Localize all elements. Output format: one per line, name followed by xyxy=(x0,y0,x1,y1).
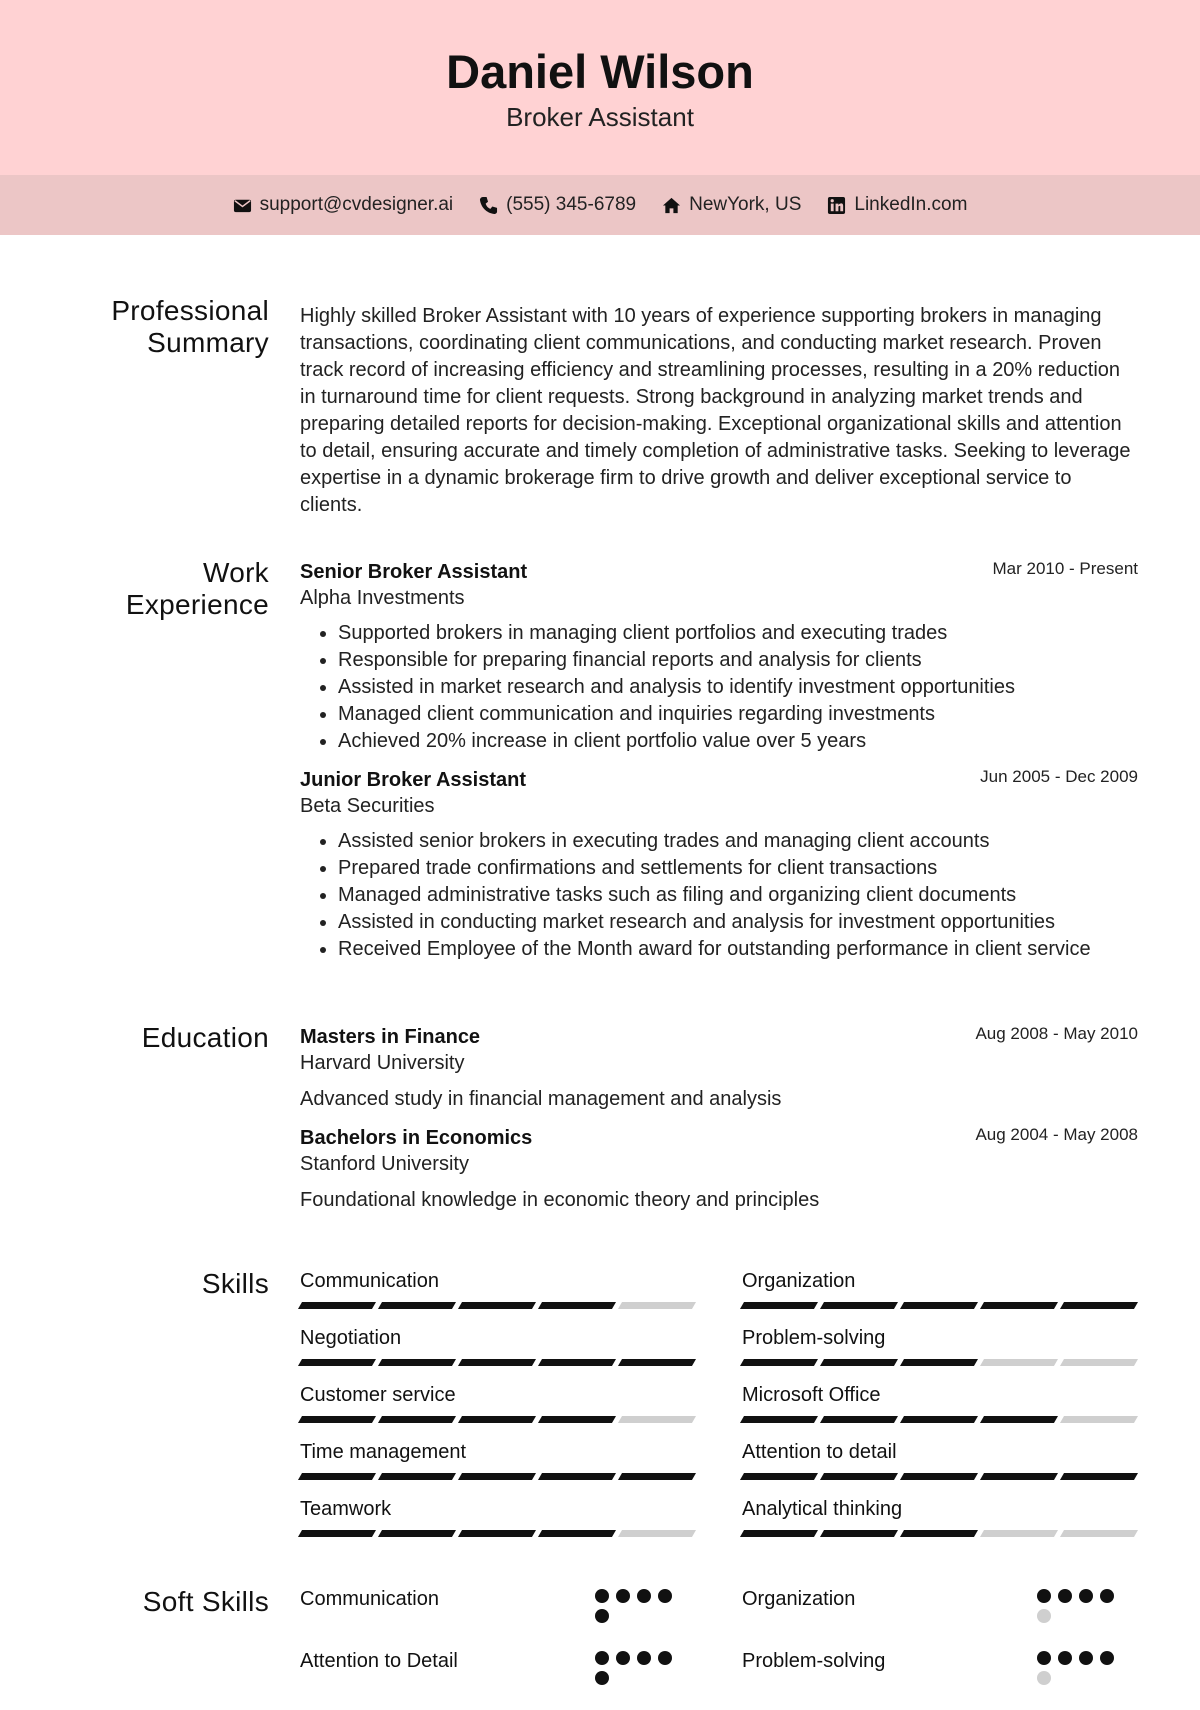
skill-level-segment xyxy=(820,1473,898,1480)
home-icon xyxy=(662,196,681,215)
soft-skill-name: Organization xyxy=(742,1588,856,1610)
skill-level-segment xyxy=(980,1416,1058,1423)
soft-skill-rating xyxy=(1037,1651,1127,1685)
soft-skill-rating xyxy=(1037,1589,1127,1623)
skill-level-segment xyxy=(538,1416,616,1423)
skill-level-segment xyxy=(820,1530,898,1537)
skill-level-segment xyxy=(1060,1473,1138,1480)
skill-level-segment xyxy=(378,1473,456,1480)
skill-level-segment xyxy=(740,1473,818,1480)
skill-name: Customer service xyxy=(300,1384,456,1406)
skill-level-bar xyxy=(300,1473,694,1480)
education-entry xyxy=(300,1024,1138,1113)
rating-dot xyxy=(616,1589,630,1603)
skill-level-bar xyxy=(300,1359,694,1366)
rating-dot xyxy=(595,1671,609,1685)
soft-skill-name: Problem-solving xyxy=(742,1650,886,1672)
summary-text: Highly skilled Broker Assistant with 10 years of experience supporting brokers in managing transactions, coordinating client communications, and conducting market research. Proven track record of increasing efficiency and streamlining processes, resulting in a 20% reduction in turnaround time for client requests. Strong background in analyzing market trends and preparing detailed reports for decision-making. Exceptional organizational skills and attention to detail, ensuring accurate and timely completion of administrative tasks. Seeking to leverage expertise in a dynamic brokerage firm to drive growth and deliver exceptional service to clients. xyxy=(300,305,1131,516)
education-heading: Education xyxy=(141,1022,269,1053)
skill-item xyxy=(300,1439,694,1496)
contact-email[interactable] xyxy=(233,194,454,216)
rating-dot xyxy=(1100,1589,1114,1603)
skill-level-segment xyxy=(298,1473,376,1480)
skill-level-segment xyxy=(538,1302,616,1309)
soft-skills-heading: Soft Skills xyxy=(142,1586,269,1617)
skill-level-segment xyxy=(298,1416,376,1423)
rating-dot xyxy=(1037,1609,1051,1623)
education-description: Advanced study in financial management and analysis xyxy=(300,1088,782,1110)
rating-dot xyxy=(1037,1589,1051,1603)
rating-dot xyxy=(595,1589,609,1603)
skill-level-segment xyxy=(740,1416,818,1423)
soft-skill-rating xyxy=(595,1651,685,1685)
soft-skill-rating xyxy=(595,1589,685,1623)
skill-item xyxy=(742,1382,1136,1439)
skill-name: Analytical thinking xyxy=(742,1498,903,1520)
skill-level-segment xyxy=(378,1530,456,1537)
skill-name: Negotiation xyxy=(300,1327,402,1349)
job-bullet: • Assisted senior brokers in executing trades and managing client accounts xyxy=(338,828,1138,855)
summary-heading-line2: Summary xyxy=(147,327,269,358)
skill-level-segment xyxy=(900,1416,978,1423)
rating-dot xyxy=(637,1651,651,1665)
education-entry xyxy=(300,1125,1138,1214)
job-date: Jun 2005 - Dec 2009 xyxy=(980,767,1138,786)
skill-level-segment xyxy=(298,1302,376,1309)
soft-skills-grid xyxy=(300,1586,1138,1710)
skill-name: Communication xyxy=(300,1270,439,1292)
skill-level-bar xyxy=(742,1302,1136,1309)
skill-level-segment xyxy=(900,1302,978,1309)
skill-item xyxy=(742,1268,1136,1325)
soft-skill-item xyxy=(742,1586,1136,1648)
skill-level-bar xyxy=(300,1416,694,1423)
soft-skill-item xyxy=(300,1648,694,1710)
experience-heading-line1: Work xyxy=(202,557,269,588)
skill-level-segment xyxy=(458,1302,536,1309)
job-date: Mar 2010 - Present xyxy=(992,559,1138,578)
skill-level-segment xyxy=(378,1359,456,1366)
contact-location xyxy=(662,194,801,216)
rating-dot xyxy=(1037,1651,1051,1665)
skill-item xyxy=(300,1496,694,1553)
summary-heading-line1: Professional xyxy=(111,295,269,326)
skill-name: Organization xyxy=(742,1270,856,1292)
experience-heading xyxy=(49,557,269,621)
skill-level-segment xyxy=(1060,1302,1138,1309)
skill-name: Attention to detail xyxy=(742,1441,897,1463)
rating-dot xyxy=(658,1589,672,1603)
skill-item xyxy=(300,1325,694,1382)
education-list xyxy=(300,1024,1138,1226)
skill-level-segment xyxy=(900,1530,978,1537)
rating-dot xyxy=(1079,1651,1093,1665)
skill-level-bar xyxy=(742,1530,1136,1537)
rating-dot xyxy=(1037,1671,1051,1685)
skill-level-segment xyxy=(298,1359,376,1366)
job-title: Senior Broker Assistant xyxy=(300,561,528,583)
contact-phone[interactable] xyxy=(479,194,636,216)
skill-level-segment xyxy=(980,1530,1058,1537)
rating-dot xyxy=(658,1651,672,1665)
skill-level-segment xyxy=(458,1473,536,1480)
rating-dot xyxy=(637,1589,651,1603)
contact-location-text: NewYork, US xyxy=(689,194,802,215)
skill-level-bar xyxy=(300,1530,694,1537)
job-bullet: • Received Employee of the Month award for outstanding performance in client service xyxy=(338,936,1138,963)
soft-skill-item xyxy=(300,1586,694,1648)
job-bullet: • Assisted in conducting market research and analysis for investment opportunities xyxy=(338,909,1138,936)
skill-name: Problem-solving xyxy=(742,1327,886,1349)
skill-level-segment xyxy=(980,1473,1058,1480)
rating-dot xyxy=(1079,1589,1093,1603)
skill-level-segment xyxy=(538,1473,616,1480)
skill-level-segment xyxy=(980,1302,1058,1309)
skill-level-bar xyxy=(742,1416,1136,1423)
job-bullet: • Responsible for preparing financial reports and analysis for clients xyxy=(338,647,1138,674)
summary-heading xyxy=(49,295,269,359)
school-name: Harvard University xyxy=(300,1052,465,1074)
envelope-icon xyxy=(233,196,252,215)
job-bullet: • Achieved 20% increase in client portfolio value over 5 years xyxy=(338,728,1138,755)
skill-level-segment xyxy=(740,1530,818,1537)
skills-heading: Skills xyxy=(201,1268,269,1299)
job-bullet: • Managed administrative tasks such as filing and organizing client documents xyxy=(338,882,1138,909)
soft-skill-name: Attention to Detail xyxy=(300,1650,458,1672)
skill-level-segment xyxy=(1060,1530,1138,1537)
contact-linkedin-text: LinkedIn.com xyxy=(854,194,968,215)
skill-level-segment xyxy=(378,1416,456,1423)
skill-item xyxy=(742,1325,1136,1382)
skill-level-segment xyxy=(458,1416,536,1423)
rating-dot xyxy=(1058,1651,1072,1665)
skill-level-segment xyxy=(618,1530,696,1537)
skill-item xyxy=(742,1439,1136,1496)
skill-level-segment xyxy=(618,1302,696,1309)
linkedin-icon xyxy=(827,196,846,215)
skill-level-segment xyxy=(820,1416,898,1423)
skill-item xyxy=(742,1496,1136,1553)
skill-level-segment xyxy=(378,1302,456,1309)
skill-level-bar xyxy=(742,1359,1136,1366)
rating-dot xyxy=(595,1609,609,1623)
degree-title: Masters in Finance xyxy=(300,1026,481,1048)
education-description: Foundational knowledge in economic theory and principles xyxy=(300,1189,820,1211)
candidate-name: Daniel Wilson xyxy=(446,45,754,98)
job-entry xyxy=(300,559,1138,755)
job-bullet: • Prepared trade confirmations and settlements for client transactions xyxy=(338,855,1138,882)
job-title: Junior Broker Assistant xyxy=(300,769,526,791)
skill-name: Teamwork xyxy=(300,1498,392,1520)
skill-level-segment xyxy=(618,1359,696,1366)
soft-skill-name: Communication xyxy=(300,1588,439,1610)
job-company: Alpha Investments xyxy=(300,587,465,609)
contact-phone-text: (555) 345-6789 xyxy=(506,194,637,215)
skill-level-segment xyxy=(1060,1359,1138,1366)
skill-level-segment xyxy=(740,1359,818,1366)
job-entry xyxy=(300,767,1138,963)
degree-title: Bachelors in Economics xyxy=(300,1127,533,1149)
skill-level-segment xyxy=(820,1359,898,1366)
skill-level-segment xyxy=(1060,1416,1138,1423)
skill-level-segment xyxy=(740,1302,818,1309)
job-company: Beta Securities xyxy=(300,795,435,817)
school-name: Stanford University xyxy=(300,1153,469,1175)
skill-item xyxy=(300,1382,694,1439)
phone-icon xyxy=(479,196,498,215)
contact-linkedin[interactable] xyxy=(827,194,967,216)
rating-dot xyxy=(1100,1651,1114,1665)
job-bullet: • Managed client communication and inquiries regarding investments xyxy=(338,701,1138,728)
skill-item xyxy=(300,1268,694,1325)
skill-name: Time management xyxy=(300,1441,466,1463)
contact-bar xyxy=(0,175,1200,235)
education-date: Aug 2004 - May 2008 xyxy=(975,1125,1138,1144)
skill-level-segment xyxy=(900,1473,978,1480)
job-bullets xyxy=(300,620,1138,755)
skill-level-segment xyxy=(820,1302,898,1309)
rating-dot xyxy=(616,1651,630,1665)
experience-heading-line2: Experience xyxy=(125,589,269,620)
soft-skill-item xyxy=(742,1648,1136,1710)
job-list xyxy=(300,559,1138,975)
candidate-title: Broker Assistant xyxy=(506,102,694,132)
skill-level-bar xyxy=(300,1302,694,1309)
rating-dot xyxy=(595,1651,609,1665)
job-bullet: • Supported brokers in managing client portfolios and executing trades xyxy=(338,620,1138,647)
skills-grid xyxy=(300,1268,1138,1553)
skill-level-segment xyxy=(538,1359,616,1366)
job-bullet: • Assisted in market research and analysis to identify investment opportunities xyxy=(338,674,1138,701)
job-bullets xyxy=(300,828,1138,963)
skill-name: Microsoft Office xyxy=(742,1384,881,1406)
skill-level-segment xyxy=(298,1530,376,1537)
resume-header xyxy=(0,0,1200,175)
skill-level-segment xyxy=(458,1359,536,1366)
education-date: Aug 2008 - May 2010 xyxy=(975,1024,1138,1043)
skill-level-segment xyxy=(980,1359,1058,1366)
skill-level-segment xyxy=(458,1530,536,1537)
skill-level-bar xyxy=(742,1473,1136,1480)
skill-level-segment xyxy=(618,1416,696,1423)
rating-dot xyxy=(1058,1589,1072,1603)
skill-level-segment xyxy=(618,1473,696,1480)
skill-level-segment xyxy=(538,1530,616,1537)
skill-level-segment xyxy=(900,1359,978,1366)
contact-email-text: support@cvdesigner.ai xyxy=(259,194,454,215)
